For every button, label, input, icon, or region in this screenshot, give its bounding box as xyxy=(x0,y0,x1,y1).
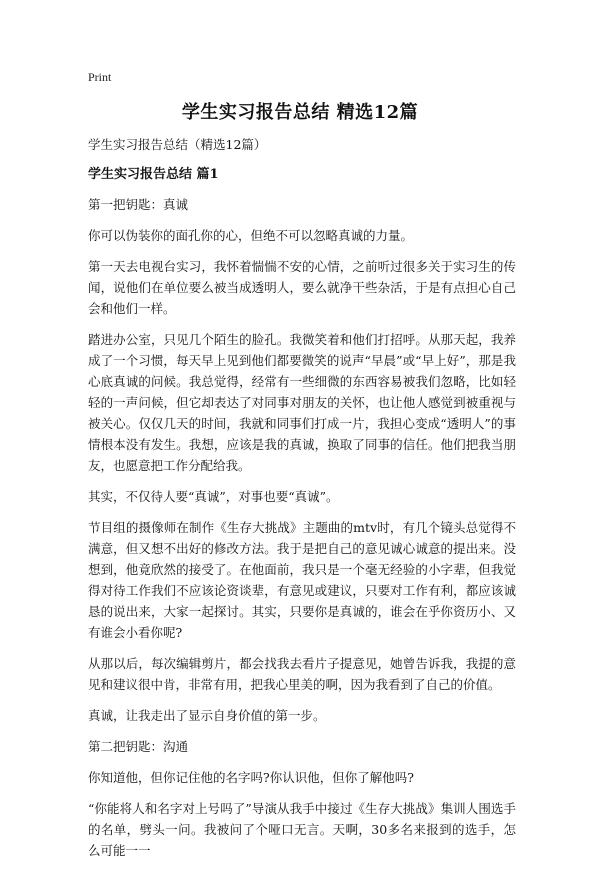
paragraph: 第一天去电视台实习，我怀着惴惴不安的心情，之前听过很多关于实习生的传闻，说他们在单位要么被当成透明人，要么就净干些杂活，于是有点担心自己会和他们一样。 xyxy=(88,259,516,316)
page-title: 学生实习报告总结 精选12篇 xyxy=(181,102,419,123)
paragraph: 其实，不仅待人要“真诚”，对事也要“真诚”。 xyxy=(88,489,339,504)
paragraph: 你可以伪装你的面孔你的心，但绝不可以忽略真诚的力量。 xyxy=(88,228,414,243)
paragraph: 真诚，让我走出了显示自身价值的第一步。 xyxy=(88,708,326,723)
paragraph-key-two: 第二把钥匙：沟通 xyxy=(88,739,189,754)
paragraph: 节目组的摄像师在制作《生存大挑战》主题曲的mtv时，有几个镜头总觉得不满意，但又想不出好的修改方法。我于是把自己的意见诚心诚意的提出来。没想到，他竟欣然的接受了。在他面前，我只是一个毫无经验的小字辈，但我觉得对待工作我们不应该论资谈辈，有意见或建议，只要对工作有利，都应该诚恳的说出来，大家一起探讨。其实，只要你是真诚的，谁会在乎你资历小、又有谁会小看你呢? xyxy=(88,520,516,640)
paragraph: 你知道他，但你记住他的名字吗?你认识他，但你了解他吗? xyxy=(88,770,414,785)
print-link[interactable]: Print xyxy=(88,70,112,84)
paragraph: 从那以后，每次编辑剪片，都会找我去看片子提意见，她曾告诉我，我提的意见和建议很中肯，非常有用，把我心里美的啊，因为我看到了自己的价值。 xyxy=(88,656,516,692)
document-body xyxy=(88,134,516,871)
section-heading: 学生实习报告总结 篇1 xyxy=(88,167,219,182)
paragraph-key-one: 第一把钥匙：真诚 xyxy=(88,197,189,212)
paragraph: 踏进办公室，只见几个陌生的脸孔。我微笑着和他们打招呼。从那天起，我养成了一个习惯，每天早上见到他们都要微笑的说声“早晨”或“早上好”，那是我心底真诚的问候。我总觉得，经常有一些细微的东西容易被我们忽略，比如轻轻的一声问候，但它却表达了对同事对朋友的关怀，也让他人感觉到被重视与被关心。仅仅几天的时间，我就和同事们打成一片，我担心变成“透明人”的事情根本没有发生。我想，应该是我的真诚，换取了同事的信任。他们把我当朋友，也愿意把工作分配给我。 xyxy=(88,332,516,473)
document-subtitle: 学生实习报告总结（精选12篇） xyxy=(88,137,267,152)
paragraph: “你能将人和名字对上号吗了”导演从我手中接过《生存大挑战》集训人围选手的名单，劈头一问。我被问了个哑口无言。天啊，30多名来报到的选手，怎么可能一一 xyxy=(88,801,516,858)
